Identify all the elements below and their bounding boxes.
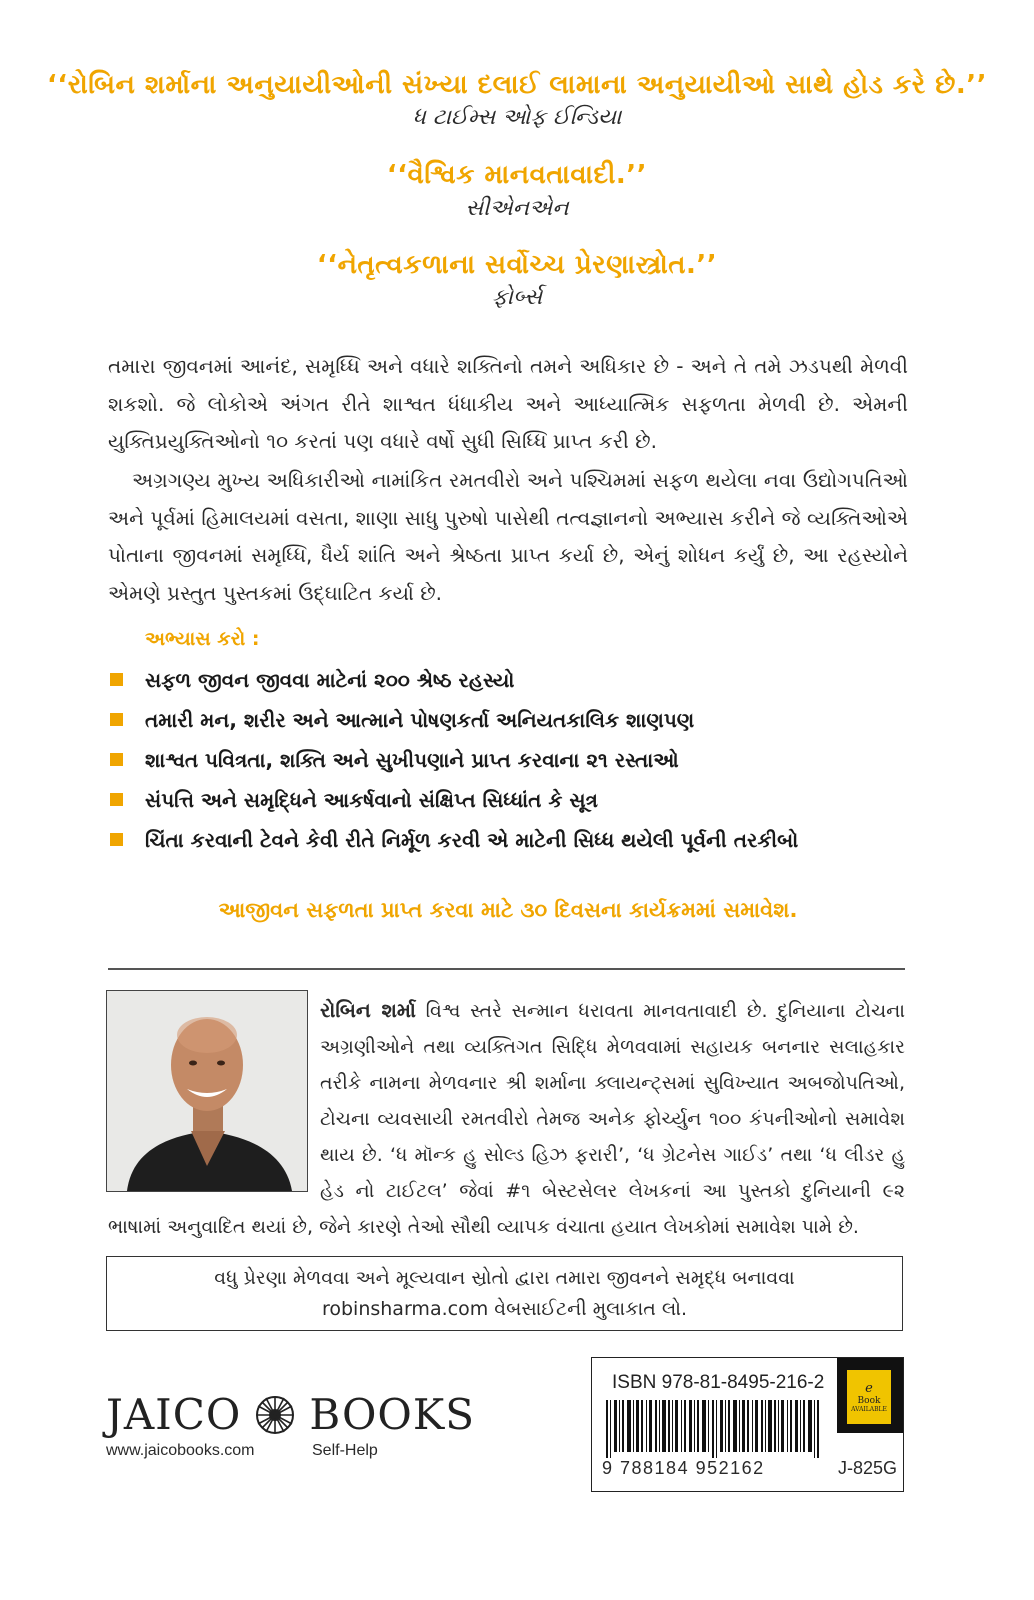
study-point-text: તમારી મન, શરીર અને આત્માને પોષણકર્તા અનિયતકાલિક શાણપણ xyxy=(145,708,695,732)
author-name: રોબિન શર્મા xyxy=(320,998,416,1022)
isbn-block xyxy=(591,1357,904,1492)
study-point xyxy=(108,745,908,775)
ebook-badge-strip xyxy=(837,1358,903,1433)
quote-1-source: ધ ટાઈમ્સ ઓફ ઈન્ડિયા xyxy=(412,105,622,130)
logo-text-left: JAICO xyxy=(106,1390,242,1439)
publisher-logo xyxy=(106,1390,475,1439)
intro-paragraph-2: અગ્રગણ્ય મુખ્ય અધિકારીઓ નામાંકિત રમતવીરો અને પશ્ચિમમાં સફળ થયેલા નવા ઉદ્યોગપતિઓ અને પૂર્વમાં હિમાલયમાં વસતા, શાણા સાધુ પુરુષો પાસેથી તત્વજ્ઞાનનો અભ્યાસ કરીને જે વ્યક્તિઓએ પોતાના જીવનમાં સમૃધ્ધિ, ધૈર્ય શાંતિ અને શ્રેષ્ઠતા પ્રાપ્ત કર્યા છે, એનું શોધન કર્યું છે, આ રહસ્યોને એમણે પ્રસ્તુત પુસ્તકમાં ઉદ્ઘાટિત કર્યા છે. xyxy=(108,468,908,605)
quote-3: ‘‘નેતૃત્વકળાના સર્વોચ્ચ પ્રેરણાસ્ત્રોત.’’ xyxy=(316,250,718,280)
quote-1: ‘‘રોબિન શર્માના અનુયાયીઓની સંખ્યા દલાઈ લામાના અનુયાયીઓ સાથે હોડ કરે છે.’’ xyxy=(47,70,987,100)
barcode-digits: 9 788184 952162 xyxy=(602,1458,765,1478)
study-point-text: સંપત્તિ અને સમૃદ્ધિને આકર્ષવાનો સંક્ષિપ્ત સિધ્ધાંત કે સૂત્ર xyxy=(145,788,598,812)
study-points-list xyxy=(108,665,908,865)
study-point xyxy=(108,785,908,815)
logo-text-right: BOOKS xyxy=(309,1390,475,1439)
author-bio-text: વિશ્વ સ્તરે સન્માન ધરાવતા માનવતાવાદી છે. દુનિયાના ટોચના અગ્રણીઓને તથા વ્યક્તિગત સિદ્ધિ મેળવવામાં સહાયક બનનાર સલાહકાર તરીકે નામના મેળવનાર શ્રી શર્માના ક્લાયન્ટ્સમાં સુવિખ્યાત અબજોપતિઓ, ટોચના વ્યવસાયી રમતવીરો તેમજ અનેક ફોર્ચ્યુન ૧૦૦ કંપનીઓનો સમાવેશ થાય છે. ‘ધ મૉન્ક હુ સોલ્ડ હિઝ ફરારી’, ‘ધ ગ્રેટનેસ ગાઈડ’ તથા ‘ધ લીડર હુ હેડ નો ટાઈટલ’ જેવાં #૧ બેસ્ટસેલર લેખકનાં આ પુસ્તકો દુનિયાની ૯૨ ભાષામાં અનુવાદિત થયાં છે, જેને કારણે તેઓ સૌથી વ્યાપક વંચાતા હયાત લેખકોમાં સમાવેશ પામે છે. xyxy=(108,1000,905,1238)
study-point-text: શાશ્વત પવિત્રતા, શક્તિ અને સુખીપણાને પ્રાપ્ત કરવાના ૨૧ રસ્તાઓ xyxy=(145,748,679,772)
genre-label: Self-Help xyxy=(312,1442,378,1459)
quote-3-source: ફોર્બ્સ xyxy=(491,285,543,310)
ebook-badge-available: AVAILABLE xyxy=(851,1406,887,1413)
closing-line: આજીવન સફળતા પ્રાપ્ત કરવા માટે ૩૦ દિવસના કાર્યક્રમમાં સમાવેશ. xyxy=(218,898,798,922)
callout-line-2: robinsharma.com વેબસાઈટની મુલાકાત લો. xyxy=(321,1298,688,1320)
square-bullet-icon xyxy=(110,713,123,726)
study-heading: અભ્યાસ કરો : xyxy=(145,628,260,650)
study-point xyxy=(108,705,908,735)
square-bullet-icon xyxy=(110,833,123,846)
wheel-logo-icon xyxy=(255,1395,295,1435)
author-bio xyxy=(108,992,905,1245)
publisher-url[interactable]: www.jaicobooks.com xyxy=(106,1442,255,1459)
study-point-text: સફળ જીવન જીવવા માટેનાં ૨૦૦ શ્રેષ્ઠ રહસ્યો xyxy=(145,668,515,692)
square-bullet-icon xyxy=(110,793,123,806)
quote-2: ‘‘વૈશ્વિક માનવતાવાદી.’’ xyxy=(386,160,648,190)
intro-paragraph-1: તમારા જીવનમાં આનંદ, સમૃધ્ધિ અને વધારે શક્તિનો તમને અધિકાર છે - અને તે તમે ઝડપથી મેળવી શકશો. જે લોકોએ અંગત રીતે શાશ્વત ધંધાકીય અને આધ્યાત્મિક સફળતા મેળવી છે. એમની યુક્તિપ્રયુક્તિઓનો ૧૦ કરતાં પણ વધારે વર્ષો સુધી સિધ્ધિ પ્રાપ્ત કરી છે. xyxy=(108,354,908,453)
study-point xyxy=(108,825,908,855)
quote-2-source: સીએનએન xyxy=(465,196,569,221)
isbn-label: ISBN 978-81-8495-216-2 xyxy=(612,1372,825,1393)
barcode-icon xyxy=(606,1400,824,1458)
product-code: J-825G xyxy=(838,1458,898,1478)
study-point-text: ચિંતા કરવાની ટેવને કેવી રીતે નિર્મૂળ કરવી એ માટેની સિધ્ધ થયેલી પૂર્વની તરકીબો xyxy=(145,828,799,852)
website-callout xyxy=(106,1256,903,1331)
ebook-badge-letter: e xyxy=(865,1381,873,1396)
callout-line-1: વધુ પ્રેરણા મેળવવા અને મૂલ્યવાન સ્રોતો દ્વારા તમારા જીવનને સમૃદ્ધ બનાવવા xyxy=(214,1267,795,1289)
square-bullet-icon xyxy=(110,673,123,686)
ebook-badge-word: Book xyxy=(857,1396,881,1406)
divider xyxy=(108,968,905,970)
square-bullet-icon xyxy=(110,753,123,766)
study-point xyxy=(108,665,908,695)
ebook-available-icon xyxy=(847,1370,891,1424)
photo-spacer xyxy=(108,992,320,1188)
